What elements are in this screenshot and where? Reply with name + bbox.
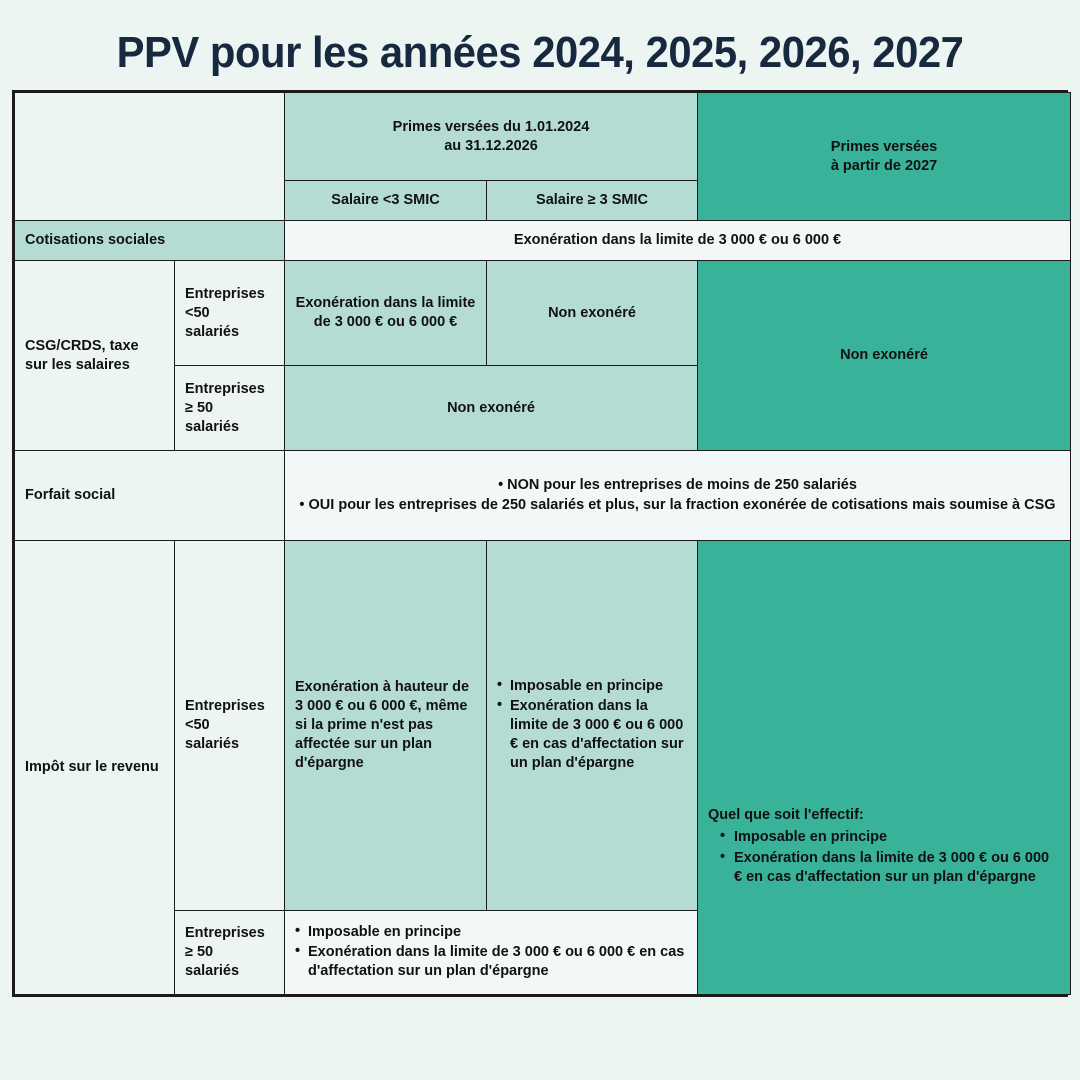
header-period-line-1: Primes versées du 1.01.2024 <box>392 118 590 135</box>
label-csg-crds: CSG/CRDS, taxe sur les salaires <box>15 261 175 451</box>
impot-2027-bullet-1: • Imposable en principe <box>716 828 1060 847</box>
sublabel-line-1: Entreprises <box>185 380 265 397</box>
cell-forfait-social-value <box>285 451 1071 541</box>
impot-small-b-bullet-2: • Exonération dans la limite de 3 000 € ou 6 000 € en cas d'affectation sur un plan d'épargne <box>497 697 687 774</box>
impot-large-bullet-2: • Exonération dans la limite de 3 000 € ou 6 000 € en cas d'affectation sur un plan d'épargne <box>295 943 687 981</box>
impot-2027-bullet-list <box>708 828 1060 887</box>
table-grid <box>14 92 1071 995</box>
label-cotisations-sociales: Cotisations sociales <box>15 221 285 261</box>
label-impot-text: Impôt sur le revenu <box>25 759 159 776</box>
header-salaire-over-3-smic: Salaire ≥ 3 SMIC <box>487 181 698 221</box>
row-csg-small-companies <box>15 261 1071 366</box>
row-cotisations-sociales <box>15 221 1071 261</box>
cell-impot-large-both-salaries <box>285 911 698 995</box>
header-period-line-2: au 31.12.2026 <box>444 137 538 154</box>
ppv-comparison-table <box>12 90 1068 997</box>
forfait-bullet-1 <box>295 476 1060 495</box>
sublabel-line-1: Entreprises <box>185 925 265 941</box>
forfait-bullet-2 <box>295 496 1060 515</box>
label-impot-sur-le-revenu <box>15 541 175 995</box>
sublabel-line-1: Entreprises <box>185 285 265 302</box>
sublabel-line-3: salariés <box>185 418 240 435</box>
cell-impot-small-over3smic <box>487 541 698 911</box>
impot-large-bullet-1: • Imposable en principe <box>295 923 687 942</box>
sublabel-csg-entreprises-over-50 <box>175 366 285 451</box>
cell-csg-small-under3smic: Exonération dans la limite de 3 000 € ou 6 000 € <box>285 261 487 366</box>
sublabel-line-3: salariés <box>185 323 240 340</box>
header-salaire-under-3-smic: Salaire <3 SMIC <box>285 181 487 221</box>
header-period-2027-line-1: Primes versées <box>830 138 938 155</box>
table-header-row-top <box>15 93 1071 181</box>
page-title: PPV pour les années 2024, 2025, 2026, 2027 <box>116 28 964 77</box>
forfait-bullet-1-text: • NON pour les entreprises de moins de 250 salariés <box>498 477 857 493</box>
row-impot-small-companies <box>15 541 1071 911</box>
forfait-bullet-list <box>295 476 1060 515</box>
impot-2027-intro: Quel que soit l'effectif: <box>708 807 864 824</box>
cell-csg-large-both-salaries: Non exonéré <box>285 366 698 451</box>
sublabel-line-2: <50 <box>185 304 210 321</box>
row-forfait-social <box>15 451 1071 541</box>
sublabel-impot-entreprises-over-50 <box>175 911 285 995</box>
sublabel-line-2: ≥ 50 <box>185 399 214 416</box>
sublabel-line-1: Entreprises <box>185 698 265 714</box>
header-period-2024-2026 <box>285 93 698 181</box>
sublabel-line-2: <50 <box>185 717 210 734</box>
impot-2027-bullet-2: • Exonération dans la limite de 3 000 € ou 6 000 € en cas d'affectation sur un plan d'épargne <box>716 849 1060 887</box>
sublabel-csg-entreprises-under-50 <box>175 261 285 366</box>
impot-large-bullet-list <box>295 923 687 981</box>
sublabel-line-2: ≥ 50 <box>185 944 214 961</box>
forfait-bullet-2-text: • OUI pour les entreprises de 250 salariés et plus, sur la fraction exonérée de cotisations mais soumise à CSG <box>299 497 1055 513</box>
impot-small-b-bullet-1: • Imposable en principe <box>497 677 687 696</box>
sublabel-line-3: salariés <box>185 963 240 980</box>
label-forfait-social: Forfait social <box>15 451 285 541</box>
cell-cotisations-value: Exonération dans la limite de 3 000 € ou 6 000 € <box>285 221 1071 261</box>
header-corner-cell <box>15 93 285 221</box>
cell-impot-small-under3smic: Exonération à hauteur de 3 000 € ou 6 000 €, même si la prime n'est pas affectée sur un plan d'épargne <box>285 541 487 911</box>
header-period-2027 <box>698 93 1071 221</box>
impot-small-b-bullet-list <box>497 677 687 774</box>
header-period-2027-line-2: à partir de 2027 <box>830 157 938 174</box>
sublabel-impot-entreprises-under-50 <box>175 541 285 911</box>
sublabel-line-3: salariés <box>185 736 240 753</box>
cell-csg-small-over3smic: Non exonéré <box>487 261 698 366</box>
cell-impot-2027 <box>698 541 1071 995</box>
cell-csg-2027: Non exonéré <box>698 261 1071 451</box>
